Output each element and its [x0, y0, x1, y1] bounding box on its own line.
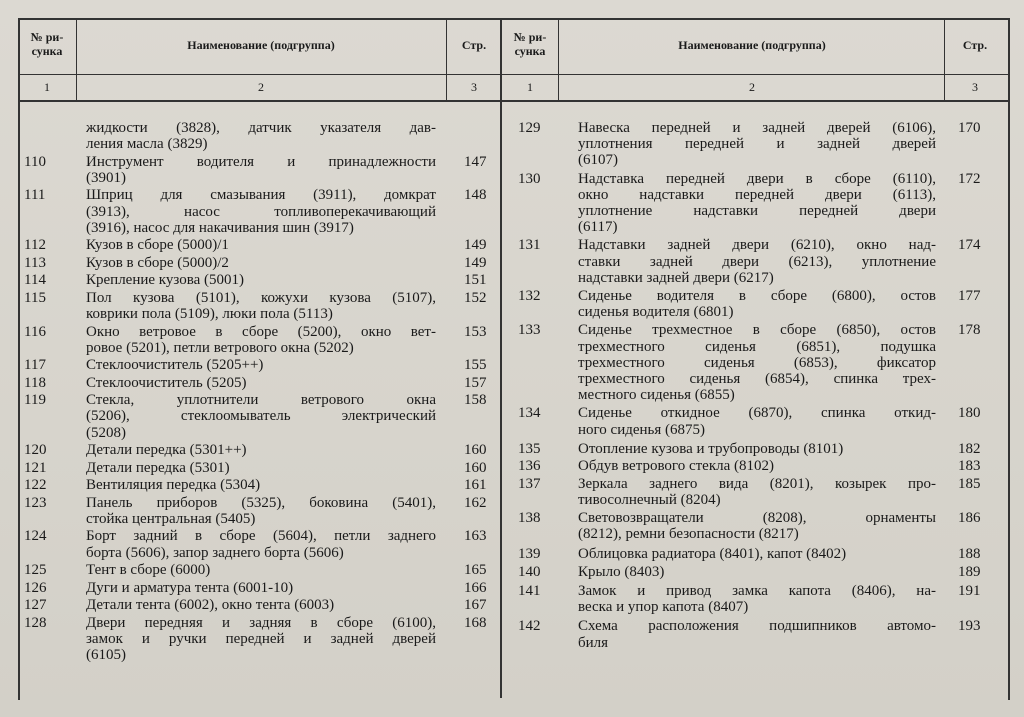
left-colnum-1: 1 [44, 80, 50, 94]
entry-title-line: Надставка передней двери в сборе (6110), [578, 170, 936, 187]
figure-number: 111 [24, 187, 46, 204]
figure-number: 139 [518, 545, 541, 562]
entry-title-line: Детали тента (6002), окно тента (6003) [86, 597, 335, 613]
entry-title-line: биля [578, 634, 609, 651]
entry-title-line: окно надставки передней двери (6113), [578, 186, 936, 203]
entry-title-line: ровое (5201), петли ветрового окна (5202) [86, 339, 354, 356]
page-number: 162 [464, 494, 487, 511]
entry-title-line: Крыло (8403) [578, 563, 665, 580]
entry-title-line: Детали передка (5301) [86, 459, 230, 476]
entry-title [86, 442, 436, 458]
page-number: 157 [464, 374, 487, 391]
entry-title-line: (6105) [86, 646, 126, 663]
figure-number: 116 [24, 323, 46, 340]
entry-title-line: ления масла (3829) [86, 136, 208, 153]
entry-title-line: Кузов в сборе (5000)/1 [86, 237, 229, 254]
entry-title [86, 154, 436, 186]
left-page-header: Стр. [461, 38, 487, 52]
entry-title-line: Стекла, уплотнители ветрового окна [86, 392, 436, 409]
figure-number: 129 [518, 120, 541, 136]
entry-title [578, 583, 936, 615]
right-colnum-3: 3 [972, 80, 978, 94]
page-number: 188 [958, 545, 981, 562]
page-number: 153 [464, 323, 487, 340]
entry-title-line: трехместного сиденья (6851), подушка [578, 338, 936, 355]
page-number: 166 [464, 579, 487, 596]
entry-title-line: веска и упор капота (8407) [578, 599, 749, 616]
figure-number: 136 [518, 458, 541, 475]
figure-number: 142 [518, 618, 541, 635]
figure-number: 119 [24, 392, 46, 409]
figure-number: 112 [24, 237, 46, 254]
entry-title-line: Стеклоочиститель (5205++) [86, 357, 264, 374]
figure-number: 138 [518, 510, 541, 527]
entry-title-line: Сиденье водителя в сборе (6800), остов [578, 288, 936, 304]
entry-title-line: трехместного сиденья (6853), фиксатор [578, 354, 936, 371]
page-number: 151 [464, 272, 487, 289]
entry-title [86, 324, 436, 356]
page-number: 160 [464, 459, 487, 476]
right-col-divider-1 [558, 18, 559, 102]
entry-title [86, 580, 436, 596]
page-number: 148 [464, 187, 487, 204]
entry-title [578, 510, 936, 542]
entry-title [86, 562, 436, 578]
entry-title-line: Сиденье откидное (6870), спинка откид- [578, 405, 936, 422]
entry-title [86, 272, 436, 288]
figure-number: 115 [24, 289, 46, 306]
page-number: 161 [464, 477, 487, 494]
page-number: 172 [958, 170, 981, 187]
entry-title-line: тивосолнечный (8204) [578, 492, 721, 508]
entry-title [86, 597, 436, 613]
page-number: 167 [464, 597, 487, 613]
page-number: 185 [958, 475, 981, 492]
figure-number: 132 [518, 288, 541, 304]
figure-number: 125 [24, 562, 47, 578]
figure-number: 110 [24, 153, 46, 170]
entry-title-line: (5208) [86, 424, 126, 441]
entry-title-line: (5206), стеклоомыватель электрический [86, 408, 436, 425]
left-fig-header: № ри-сунка [30, 30, 64, 58]
entry-title [86, 357, 436, 373]
entry-title [86, 495, 436, 527]
page-number: 149 [464, 254, 487, 271]
entry-title-line: замок и ручки передней и задней дверей [86, 630, 436, 647]
entry-title-line: Панель приборов (5325), боковина (5401), [86, 494, 436, 511]
entry-title [578, 288, 936, 320]
page-number: 158 [464, 392, 487, 409]
right-name-header: Наименование (подгруппа) [678, 38, 826, 52]
entry-title [86, 255, 436, 271]
figure-number: 113 [24, 254, 46, 271]
entry-title-line: Обдув ветрового стекла (8102) [578, 458, 774, 475]
figure-number: 117 [24, 357, 46, 374]
page-number: 160 [464, 442, 487, 459]
header-divider [18, 74, 1008, 75]
entry-title [86, 477, 436, 493]
entry-title-line: стойка центральная (5405) [86, 510, 256, 527]
entry-title-line: Замок и привод замка капота (8406), на- [578, 583, 936, 599]
entry-title-line: Детали передка (5301++) [86, 442, 247, 459]
entry-title [86, 392, 436, 441]
entry-title-line: (3916), насос для накачивания шин (3917) [86, 219, 354, 236]
page-number: 165 [464, 562, 487, 578]
entry-title-line: Надставки задней двери (6210), окно над- [578, 237, 936, 254]
left-name-header: Наименование (подгруппа) [187, 38, 335, 52]
entry-title [86, 615, 436, 664]
entry-title [578, 458, 936, 474]
entry-title-line: сиденья водителя (6801) [578, 304, 734, 321]
entry-title-line: Сиденье трехместное в сборе (6850), остов [578, 322, 936, 339]
entry-title-line: (6117) [578, 219, 618, 236]
figure-number: 127 [24, 597, 47, 613]
entry-title [578, 237, 936, 286]
figure-number: 114 [24, 272, 46, 289]
right-col-divider-2 [944, 18, 945, 102]
right-colnum-1: 1 [527, 80, 533, 94]
entry-title-line: уплотнения передней и задней дверей [578, 136, 936, 153]
entry-title [578, 322, 936, 403]
entry-title [578, 120, 936, 169]
page-number: 177 [958, 288, 981, 304]
page-number: 174 [958, 237, 981, 254]
entry-title-line: ного сиденья (6875) [578, 421, 706, 438]
figure-number: 130 [518, 170, 541, 187]
figure-number: 126 [24, 579, 47, 596]
page-number: 155 [464, 357, 487, 374]
left-col-divider-1 [76, 18, 77, 102]
left-colnum-2: 2 [258, 80, 264, 94]
page-number: 163 [464, 528, 487, 545]
figure-number: 133 [518, 322, 541, 339]
entry-title-line: (3913), насос топливоперекачивающий [86, 203, 436, 220]
entry-title-line: (3901) [86, 169, 126, 186]
page-number: 168 [464, 614, 487, 631]
entry-title-line: местного сиденья (6855) [578, 387, 735, 404]
entry-title-line: Кузов в сборе (5000)/2 [86, 254, 229, 271]
page-number: 193 [958, 618, 981, 635]
entry-title-line: коврики пола (5109), люки пола (5113) [86, 306, 333, 322]
entry-title-line: Крепление кузова (5001) [86, 272, 244, 289]
center-divider [500, 18, 502, 698]
entry-title-line: уплотнение надставки передней двери [578, 203, 936, 219]
figure-number: 128 [24, 614, 47, 631]
entry-title [578, 441, 936, 457]
figure-number: 121 [24, 459, 47, 476]
entry-title-line: Световозвращатели (8208), орнаменты [578, 510, 936, 527]
page-number: 170 [958, 120, 981, 136]
entry-title-line: Двери передняя и задняя в сборе (6100), [86, 614, 436, 631]
entry-title-line: ставки задней двери (6213), уплотнение [578, 253, 936, 270]
entry-title [86, 460, 436, 476]
left-colnum-3: 3 [471, 80, 477, 94]
right-fig-header: № ри-сунка [513, 30, 547, 58]
entry-title-line: надставки задней двери (6217) [578, 269, 774, 286]
page-number: 152 [464, 289, 487, 306]
page-number: 186 [958, 510, 981, 527]
figure-number: 118 [24, 374, 46, 391]
entry-title-line: Отопление кузова и трубопроводы (8101) [578, 440, 844, 457]
entry-title-line: Стеклоочиститель (5205) [86, 374, 247, 391]
entry-title-line: Облицовка радиатора (8401), капот (8402) [578, 545, 847, 562]
figure-number: 131 [518, 237, 541, 254]
page-number: 178 [958, 322, 981, 339]
page-number: 191 [958, 583, 981, 599]
figure-number: 135 [518, 440, 541, 457]
entry-title-line: Инструмент водителя и принадлежности [86, 153, 436, 170]
entry-title-line: Тент в сборе (6000) [86, 562, 211, 578]
entry-title-line: Зеркала заднего вида (8201), козырек про- [578, 475, 936, 492]
entry-title [578, 618, 936, 650]
page-number: 183 [958, 458, 981, 475]
entry-title-line: жидкости (3828), датчик указателя дав- [86, 120, 436, 136]
entry-title-line: Шприц для смазывания (3911), домкрат [86, 187, 436, 204]
figure-number: 134 [518, 405, 541, 422]
page-number: 147 [464, 153, 487, 170]
entry-title [86, 120, 436, 152]
figure-number: 140 [518, 563, 541, 580]
figure-number: 122 [24, 477, 47, 494]
figure-number: 137 [518, 475, 541, 492]
entry-title [86, 375, 436, 391]
entry-title [86, 237, 436, 253]
entry-title [578, 405, 936, 437]
figure-number: 141 [518, 583, 541, 599]
entry-title-line: Пол кузова (5101), кожухи кузова (5107), [86, 289, 436, 306]
entry-title [86, 290, 436, 322]
entry-title-line: (6107) [578, 152, 618, 169]
page-number: 182 [958, 440, 981, 457]
entry-title-line: борта (5606), запор заднего борта (5606) [86, 544, 344, 561]
header-bottom-rule [18, 100, 1008, 102]
entry-title [86, 187, 436, 236]
entry-title [86, 528, 436, 560]
left-col-divider-2 [446, 18, 447, 102]
page-number: 189 [958, 563, 981, 580]
entry-title [578, 546, 936, 562]
entry-title-line: трехместного сиденья (6854), спинка трех- [578, 371, 936, 387]
page-number: 149 [464, 237, 487, 254]
right-colnum-2: 2 [749, 80, 755, 94]
right-page-header: Стр. [962, 38, 988, 52]
entry-title-line: Дуги и арматура тента (6001-10) [86, 579, 294, 596]
figure-number: 123 [24, 494, 47, 511]
figure-number: 120 [24, 442, 47, 459]
entry-title [578, 564, 936, 580]
entry-title [578, 476, 936, 508]
figure-number: 124 [24, 528, 47, 545]
entry-title-line: Вентиляция передка (5304) [86, 477, 261, 494]
entry-title-line: (8212), ремни безопасности (8217) [578, 526, 799, 543]
entry-title-line: Схема расположения подшипников автомо- [578, 618, 936, 635]
entry-title-line: Окно ветровое в сборе (5200), окно вет- [86, 323, 436, 340]
entry-title-line: Борт задний в сборе (5604), петли заднего [86, 528, 436, 545]
entry-title-line: Навеска передней и задней дверей (6106), [578, 120, 936, 136]
entry-title [578, 171, 936, 236]
page-number: 180 [958, 405, 981, 422]
